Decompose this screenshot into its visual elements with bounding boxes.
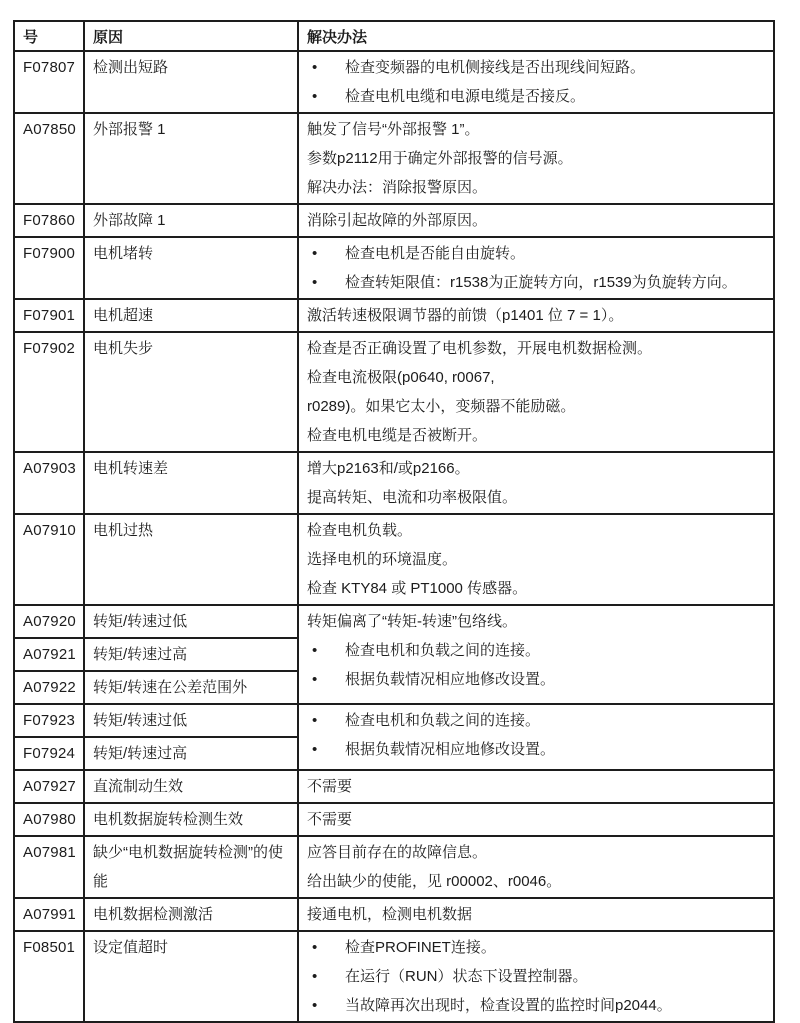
cause-cell: 转矩/转速过低: [84, 605, 298, 638]
solution-text: 检查电机是否能自由旋转。: [345, 245, 526, 262]
table-row: [14, 332, 774, 452]
bullet-icon: •: [312, 59, 318, 76]
cause-cell: 电机过热: [84, 514, 298, 605]
fault-code-cell: F07923: [14, 704, 84, 737]
solution-bullet-item: [307, 239, 765, 268]
solution-paragraph: 触发了信号“外部报警 1”。: [307, 121, 480, 138]
cause-cell: 转矩/转速过低: [84, 704, 298, 737]
solution-paragraph: 解决办法：消除报警原因。: [307, 179, 488, 196]
solution-cell: [298, 237, 774, 299]
solution-paragraph: 应答目前存在的故障信息。: [307, 844, 488, 861]
solution-paragraph: 参数p2112用于确定外部报警的信号源。: [307, 150, 573, 167]
header-row: [14, 21, 774, 51]
table-row: [14, 452, 774, 514]
cause-cell: 电机超速: [84, 299, 298, 332]
fault-code-cell: A07980: [14, 803, 84, 836]
solution-paragraph: 提高转矩、电流和功率极限值。: [307, 489, 518, 506]
bullet-icon: •: [312, 274, 318, 291]
table-row: [14, 931, 774, 1022]
solution-bullet-item: [307, 53, 765, 82]
fault-code-cell: F07900: [14, 237, 84, 299]
fault-code-cell: A07850: [14, 113, 84, 204]
solution-paragraph: 增大p2163和/或p2166。: [307, 460, 470, 477]
solution-text: 当故障再次出现时，检查设置的监控时间p2044。: [345, 997, 672, 1014]
bullet-icon: •: [312, 245, 318, 262]
cause-cell: 转矩/转速过高: [84, 737, 298, 770]
solution-bullet-item: [307, 735, 765, 764]
solution-cell: [298, 605, 774, 704]
solution-cell: [298, 803, 774, 836]
solution-bullet-item: [307, 706, 765, 735]
table-header: [14, 21, 774, 51]
fault-code-cell: A07921: [14, 638, 84, 671]
solution-paragraph: 不需要: [307, 778, 353, 795]
col-header-code: 号: [14, 21, 84, 51]
cause-cell: 直流制动生效: [84, 770, 298, 803]
bullet-icon: •: [312, 712, 318, 729]
solution-cell: [298, 113, 774, 204]
table-row: [14, 898, 774, 931]
cause-cell: 设定值超时: [84, 931, 298, 1022]
solution-cell: [298, 836, 774, 898]
solution-cell: [298, 452, 774, 514]
solution-bullet-item: [307, 962, 765, 991]
bullet-icon: •: [312, 88, 318, 105]
solution-paragraph: 检查电机电缆是否被断开。: [307, 427, 488, 444]
solution-cell: [298, 299, 774, 332]
solution-text: 检查电机电缆和电源电缆是否接反。: [345, 88, 586, 105]
cause-cell: 电机失步: [84, 332, 298, 452]
solution-text: 检查PROFINET连接。: [345, 939, 496, 956]
solution-cell: [298, 204, 774, 237]
solution-paragraph: 激活转速极限调节器的前馈（p1401 位 7 = 1）。: [307, 307, 624, 324]
solution-paragraph: 检查 KTY84 或 PT1000 传感器。: [307, 580, 528, 597]
fault-table-body: [14, 51, 774, 1022]
solution-bullet-item: [307, 268, 765, 297]
solution-bullet-item: [307, 636, 765, 665]
table-row: [14, 803, 774, 836]
solution-bullet-item: [307, 82, 765, 111]
solution-cell: [298, 51, 774, 113]
cause-cell: 转矩/转速过高: [84, 638, 298, 671]
col-header-solution: 解决办法: [298, 21, 774, 51]
cause-cell: 电机数据旋转检测生效: [84, 803, 298, 836]
table-row: [14, 204, 774, 237]
solution-bullet-item: [307, 991, 765, 1020]
table-row: [14, 51, 774, 113]
solution-text: 检查变频器的电机侧接线是否出现线间短路。: [345, 59, 646, 76]
solution-text: 根据负载情况相应地修改设置。: [345, 671, 556, 688]
solution-text: 检查电机和负载之间的连接。: [345, 712, 541, 729]
fault-code-cell: A07920: [14, 605, 84, 638]
solution-cell: [298, 514, 774, 605]
solution-cell: [298, 704, 774, 770]
fault-code-cell: A07991: [14, 898, 84, 931]
fault-code-cell: A07903: [14, 452, 84, 514]
cause-cell: 电机转速差: [84, 452, 298, 514]
cause-cell: 电机数据检测激活: [84, 898, 298, 931]
table-row: [14, 237, 774, 299]
cause-cell: 外部故障 1: [84, 204, 298, 237]
fault-code-cell: F08501: [14, 931, 84, 1022]
solution-paragraph: 选择电机的环境温度。: [307, 551, 458, 568]
table-row: [14, 770, 774, 803]
table-row: [14, 836, 774, 898]
cause-cell: 电机堵转: [84, 237, 298, 299]
bullet-icon: •: [312, 741, 318, 758]
solution-bullet-item: [307, 665, 765, 694]
cause-cell: 外部报警 1: [84, 113, 298, 204]
solution-paragraph: 消除引起故障的外部原因。: [307, 212, 488, 229]
table-row: [14, 113, 774, 204]
table-row: [14, 605, 774, 638]
fault-code-cell: A07981: [14, 836, 84, 898]
solution-cell: [298, 770, 774, 803]
solution-bullet-item: [307, 933, 765, 962]
bullet-icon: •: [312, 671, 318, 688]
solution-cell: [298, 332, 774, 452]
fault-code-cell: F07902: [14, 332, 84, 452]
fault-code-cell: F07901: [14, 299, 84, 332]
solution-paragraph: 给出缺少的使能，见 r00002、r0046。: [307, 873, 562, 890]
table-row: [14, 514, 774, 605]
cause-cell: 检测出短路: [84, 51, 298, 113]
cause-cell: 缺少“电机数据旋转检测”的使能: [84, 836, 298, 898]
solution-cell: [298, 898, 774, 931]
col-header-cause: 原因: [84, 21, 298, 51]
solution-paragraph: r0289)。如果它太小，变频器不能励磁。: [307, 398, 576, 415]
solution-cell: [298, 931, 774, 1022]
bullet-icon: •: [312, 939, 318, 956]
solution-text: 检查电机和负载之间的连接。: [345, 642, 541, 659]
solution-paragraph: 转矩偏离了“转矩-转速”包络线。: [307, 613, 517, 630]
fault-code-cell: A07927: [14, 770, 84, 803]
bullet-icon: •: [312, 968, 318, 985]
solution-text: 根据负载情况相应地修改设置。: [345, 741, 556, 758]
solution-paragraph: 接通电机，检测电机数据: [307, 906, 473, 923]
fault-code-cell: A07910: [14, 514, 84, 605]
solution-text: 在运行（RUN）状态下设置控制器。: [345, 968, 588, 985]
fault-code-cell: A07922: [14, 671, 84, 704]
bullet-icon: •: [312, 642, 318, 659]
bullet-icon: •: [312, 997, 318, 1014]
fault-code-cell: F07807: [14, 51, 84, 113]
solution-paragraph: 检查电流极限(p0640, r0067,: [307, 369, 495, 386]
solution-text: 检查转矩限值：r1538为正旋转方向，r1539为负旋转方向。: [345, 274, 737, 291]
fault-code-cell: F07924: [14, 737, 84, 770]
table-row: [14, 299, 774, 332]
table-row: [14, 704, 774, 737]
fault-code-cell: F07860: [14, 204, 84, 237]
solution-paragraph: 不需要: [307, 811, 353, 828]
solution-paragraph: 检查电机负载。: [307, 522, 413, 539]
solution-paragraph: 检查是否正确设置了电机参数，开展电机数据检测。: [307, 340, 653, 357]
cause-cell: 转矩/转速在公差范围外: [84, 671, 298, 704]
fault-code-table: [13, 20, 775, 1023]
